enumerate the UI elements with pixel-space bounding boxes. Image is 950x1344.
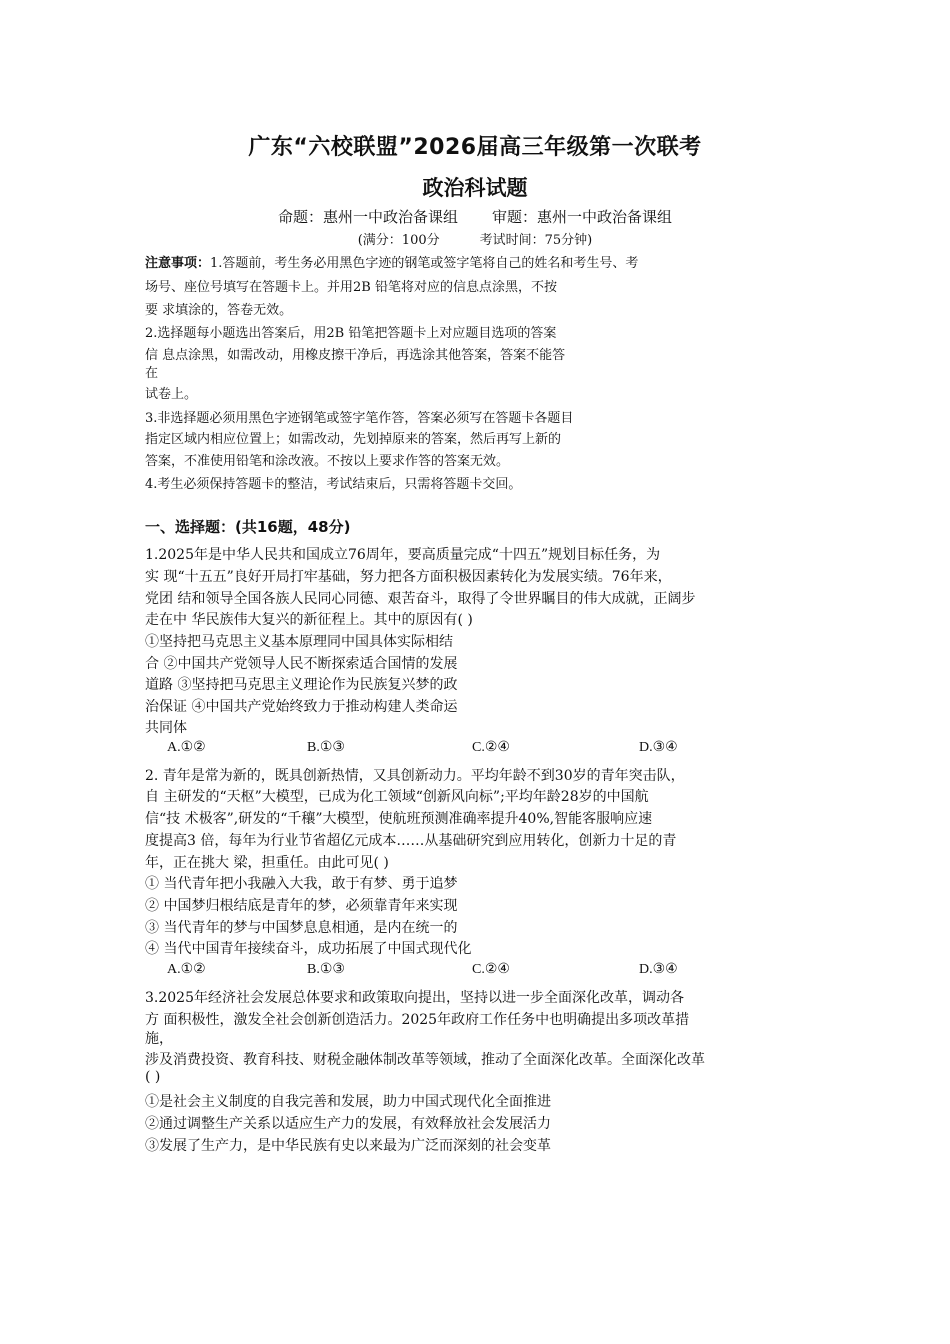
question-line: 施，	[145, 1031, 173, 1047]
notes-line: 答案，不准使用铅笔和涂改液。不按以上要求作答的答案无效。	[145, 454, 510, 469]
question-line: 度提高3 倍，每年为行业节省超亿元成本……从基础研究到应用转化，创新力十足的青	[145, 833, 677, 849]
question-line: 道路 ③坚持把马克思主义理论作为民族复兴梦的政	[145, 677, 458, 693]
option-d: D.③④	[639, 962, 678, 977]
notes-line: 注意事项：1.答题前，考生务必用黑色字迹的钢笔或签字笔将自己的姓名和考生号、考	[145, 256, 639, 271]
question-line: 信“技 术极客”,研发的“千穰”大模型，使航班预测准确率提升40%,智能客服响应速	[145, 811, 653, 827]
option-c: C.②④	[472, 740, 510, 755]
notes-line: 试卷上。	[145, 387, 198, 402]
question-line: 共同体	[145, 720, 187, 736]
notes-line: 场号、座位号填写在答题卡上。并用2B 铅笔将对应的信息点涂黑，不按	[145, 280, 557, 295]
full-score: (满分：100分	[357, 233, 440, 248]
question-line: 涉及消费投资、教育科技、财税金融体制改革等领域，推动了全面深化改革。全面深化改革	[145, 1052, 705, 1068]
author-line	[0, 206, 950, 227]
option-d: D.③④	[639, 740, 678, 755]
section-title: 一、选择题：(共16题，48分)	[145, 518, 351, 536]
question-line: 合 ②中国共产党领导人民不断探索适合国情的发展	[145, 656, 458, 672]
subject-title: 政治科试题	[422, 176, 528, 200]
question-line: ①坚持把马克思主义基本原理同中国具体实际相结	[145, 634, 453, 650]
exam-time: 考试时间：75分钟)	[479, 233, 593, 248]
notes-line: 4.考生必须保持答题卡的整洁，考试结束后，只需将答题卡交回。	[145, 477, 522, 492]
question-line: ② 中国梦归根结底是青年的梦，必须靠青年来实现	[145, 898, 458, 914]
option-c: C.②④	[472, 962, 510, 977]
question-line: 年，正在挑大 梁，担重任。由此可见( )	[145, 855, 389, 871]
notes-line: 指定区域内相应位置上；如需改动，先划掉原来的答案，然后再写上新的	[145, 432, 562, 447]
question-line: 党团 结和领导全国各族人民同心同德、艰苦奋斗，取得了令世界瞩目的伟大成就，正阔步	[145, 591, 696, 607]
question-line: ④ 当代中国青年接续奋斗，成功拓展了中国式现代化	[145, 941, 472, 957]
question-line: ( )	[145, 1069, 161, 1085]
question-line: 治保证 ④中国共产党始终致力于推动构建人类命运	[145, 699, 458, 715]
notes-line: 在	[145, 366, 159, 381]
exam-title: 广东“六校联盟”2026届高三年级第一次联考	[248, 135, 702, 160]
notes-line: 2.选择题每小题选出答案后，用2B 铅笔把答题卡上对应题目选项的答案	[145, 326, 557, 341]
notes-line: 信 息点涂黑，如需改动，用橡皮擦干净后，再选涂其他答案，答案不能答	[145, 348, 566, 363]
question-line: 走在中 华民族伟大复兴的新征程上。其中的原因有( )	[145, 612, 473, 628]
option-b: B.①③	[307, 740, 345, 755]
question-line: ②通过调整生产关系以适应生产力的发展，有效释放社会发展活力	[145, 1116, 551, 1132]
question-line: 自 主研发的“天枢”大模型，已成为化工领域“创新风向标”;平均年龄28岁的中国航	[145, 789, 649, 805]
question-line: ① 当代青年把小我融入大我，敢于有梦、勇于追梦	[145, 876, 458, 892]
question-line: 实 现“十五五”良好开局打牢基础，努力把各方面积极因素转化为发展实绩。76年来，	[145, 569, 672, 585]
question-line: 2. 青年是常为新的，既具创新热情，又具创新动力。平均年龄不到30岁的青年突击队，	[145, 768, 685, 784]
notes-line: 要 求填涂的，答卷无效。	[145, 303, 293, 318]
question-line: 1.2025年是中华人民共和国成立76周年，要高质量完成“十四五”规划目标任务，为	[145, 547, 661, 563]
question-line: ③ 当代青年的梦与中国梦息息相通，是内在统一的	[145, 920, 458, 936]
reviewer: 审题：惠州一中政治备课组	[492, 208, 673, 226]
question-line: 方 面积极性，激发全社会创新创造活力。2025年政府工作任务中也明确提出多项改革措	[145, 1012, 690, 1028]
option-b: B.①③	[307, 962, 345, 977]
question-line: ①是社会主义制度的自我完善和发展，助力中国式现代化全面推进	[145, 1094, 551, 1110]
option-a: A.①②	[167, 962, 206, 977]
question-line: 3.2025年经济社会发展总体要求和政策取向提出，坚持以进一步全面深化改革，调动各	[145, 990, 684, 1006]
notes-label: 注意事项：	[145, 256, 211, 271]
score-time-line	[0, 229, 950, 248]
option-a: A.①②	[167, 740, 206, 755]
question-line: ③发展了生产力，是中华民族有史以来最为广泛而深刻的社会变革	[145, 1138, 551, 1154]
notes-line: 3.非选择题必须用黑色字迹钢笔或签字笔作答，答案必须写在答题卡各题目	[145, 411, 574, 426]
author: 命题：惠州一中政治备课组	[277, 208, 458, 226]
